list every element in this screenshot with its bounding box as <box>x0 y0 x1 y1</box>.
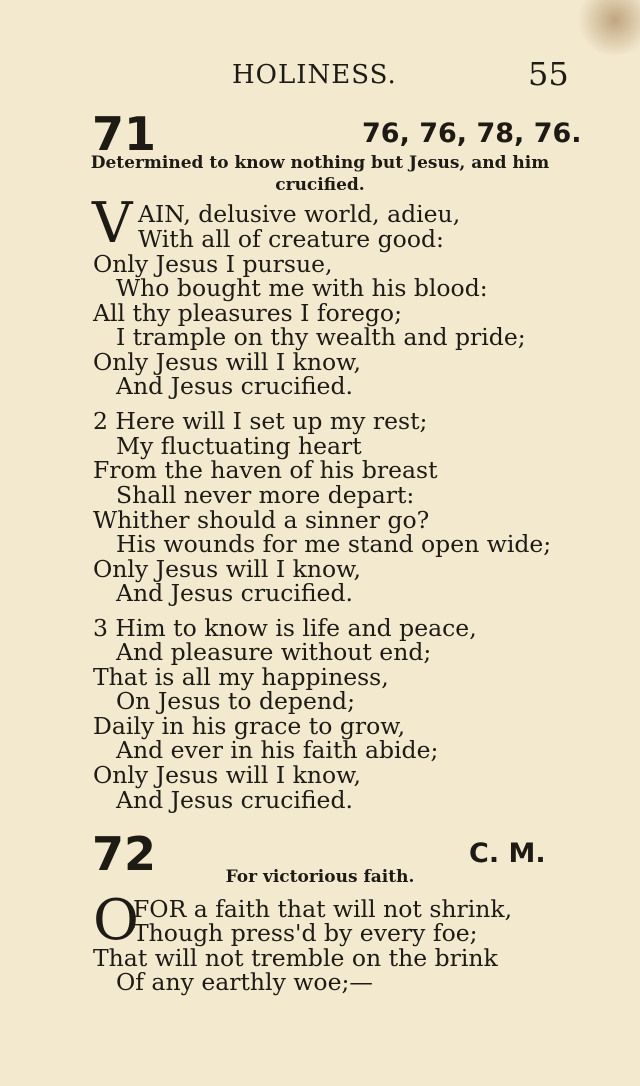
hymn-71-subtitle-line-1: Determined to know nothing but Jesus, and him <box>90 153 550 173</box>
verse-line: 2 Here will I set up my rest; <box>93 407 428 435</box>
verse-line: 3 Him to know is life and peace, <box>93 614 477 642</box>
verse-line: And Jesus crucified. <box>116 372 353 400</box>
verse-line: Whither should a sinner go? <box>93 506 430 534</box>
verse-line: And ever in his faith abide; <box>116 736 439 764</box>
verse-line: FOR a faith that will not shrink, <box>133 895 513 923</box>
hymn-72-number: 72 <box>92 827 157 881</box>
hymn-71-dropcap: V <box>92 191 133 256</box>
page-number: 55 <box>528 55 569 93</box>
hymn-72-dropcap: O <box>93 888 139 953</box>
verse-line: His wounds for me stand open wide; <box>116 530 552 558</box>
verse-line: That is all my happiness, <box>93 663 389 691</box>
hymn-72-meter: C. M. <box>469 838 546 869</box>
hymn-71-number: 71 <box>92 107 157 161</box>
verse-line: Though press'd by every foe; <box>133 919 478 947</box>
page-stain <box>575 0 640 55</box>
verse-line: Shall never more depart: <box>116 481 415 509</box>
verse-line: That will not tremble on the brink <box>93 944 498 972</box>
hymn-71-meter: 76, 76, 78, 76. <box>362 118 582 149</box>
verse-line: And Jesus crucified. <box>116 786 353 814</box>
hymn-71-subtitle-line-2: crucified. <box>275 175 365 195</box>
hymn-71-subtitle <box>40 152 600 196</box>
verse-line: Only Jesus I pursue, <box>93 250 333 278</box>
verse-line: On Jesus to depend; <box>116 687 355 715</box>
verse-line: And Jesus crucified. <box>116 579 353 607</box>
verse-line: Daily in his grace to grow, <box>93 712 406 740</box>
verse-line: Who bought me with his blood: <box>116 274 488 302</box>
verse-line: Only Jesus will I know, <box>93 555 361 583</box>
verse-line: AIN, delusive world, adieu, <box>138 200 461 228</box>
running-header: HOLINESS. <box>232 60 397 90</box>
verse-line: With all of creature good: <box>138 225 444 253</box>
verse-line: From the haven of his breast <box>93 456 438 484</box>
verse-line: I trample on thy wealth and pride; <box>116 323 526 351</box>
verse-line: Only Jesus will I know, <box>93 761 361 789</box>
verse-line: Of any earthly woe;— <box>116 968 373 996</box>
verse-line: And pleasure without end; <box>116 638 432 666</box>
verse-line: My fluctuating heart <box>116 432 362 460</box>
hymn-72-subtitle: For victorious faith. <box>225 867 415 887</box>
verse-line: All thy pleasures I forego; <box>93 299 402 327</box>
verse-line: Only Jesus will I know, <box>93 348 361 376</box>
